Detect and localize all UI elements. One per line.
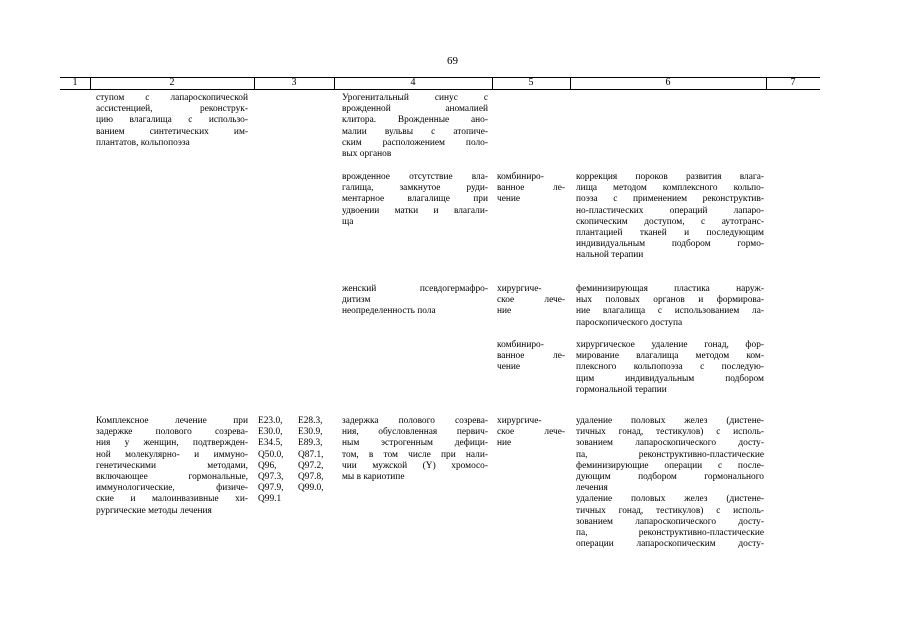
block1-method-c <box>576 340 764 396</box>
text-line: комбиниро- <box>497 340 544 350</box>
text-line: но-пластических операций лапаро- <box>576 205 764 216</box>
text-line: феминизирующие операции с после- <box>576 460 764 471</box>
header-cell-2: 2 <box>169 77 175 88</box>
text-line: зованием лапароскопического досту- <box>576 516 764 527</box>
text-line: Урогенитальный синус с <box>342 93 488 103</box>
text-line: щим индивидуальным подбором <box>576 373 764 384</box>
text-line: ния, обусловленная первич- <box>342 427 488 438</box>
text-line: хирургиче- <box>497 416 542 426</box>
text-line: Комплексное лечение при <box>96 416 248 426</box>
text-line: пароскопического доступа <box>576 317 683 328</box>
text-line: лечения <box>576 483 608 494</box>
icd-code: Q97.3, <box>258 472 284 483</box>
text-line: женский псевдогермафро- <box>342 284 488 294</box>
header-cell-6: 6 <box>665 77 671 88</box>
text-line: врожденное отсутствие вла- <box>342 172 488 182</box>
text-line: па, реконструктивно-пластические <box>576 528 764 539</box>
text-line: удвоении матки и влагали- <box>342 205 488 216</box>
text-line: дитизм <box>342 295 371 306</box>
text-line: плантацией тканей и последующим <box>576 228 764 239</box>
text-line: вых органов <box>342 149 392 160</box>
text-line: тичных гонад, тестикулов) с исполь- <box>576 427 764 438</box>
icd-code: Q96, <box>258 460 277 471</box>
block1-treatment-type-c <box>497 340 565 374</box>
icd-code: E89.3, <box>298 438 323 449</box>
text-line: ское лече- <box>497 295 565 306</box>
text-line: врожденной аномалией <box>342 104 488 115</box>
text-line: малии вульвы с атопиче- <box>342 126 488 137</box>
icd-code: Q99.1 <box>258 494 282 505</box>
icd-code: E28.3, <box>298 416 323 426</box>
icd-code: E30.0, <box>258 427 283 438</box>
text-line: зованием лапароскопического досту- <box>576 438 764 449</box>
header-cell-3: 3 <box>291 77 297 88</box>
text-line: чение <box>497 362 521 373</box>
text-line: коррекция пороков развития влага- <box>576 172 764 182</box>
header-cell-5: 5 <box>528 77 534 88</box>
text-line: задержка полового созрева- <box>342 416 488 426</box>
text-line: ванное ле- <box>497 183 565 194</box>
text-line: мирование влагалища методом ком- <box>576 351 764 362</box>
text-line: ское лече- <box>497 427 565 438</box>
text-line: ским расположением поло- <box>342 137 488 148</box>
text-line: ванием синтетических им- <box>96 126 248 137</box>
icd-code: Q99.0, <box>298 483 324 494</box>
text-line: чение <box>497 194 521 205</box>
block1-diagnosis-c <box>342 284 488 318</box>
text-line: феминизирующая пластика наруж- <box>576 284 764 294</box>
text-line: хирургиче- <box>497 284 542 294</box>
text-line: ступом с лапароскопической <box>96 93 248 103</box>
block1-method-b <box>576 284 764 329</box>
block2-diagnosis <box>342 416 488 483</box>
text-line: гормональной терапии <box>576 384 667 395</box>
text-line: ным эстрогенным дефици- <box>342 438 488 449</box>
text-line: ские и малоинвазивные хи- <box>96 494 248 505</box>
icd-code: Q50.0, <box>258 449 284 460</box>
text-line: па, реконструктивно-пластические <box>576 449 764 460</box>
text-line: нальной терапии <box>576 250 644 261</box>
block1-method-a <box>576 172 764 262</box>
block2-icd-codes-left <box>258 416 294 506</box>
text-line: цию влагалища с использо- <box>96 115 248 126</box>
text-line: плантатов, кольпопоэза <box>96 137 190 148</box>
text-line: рургические методы лечения <box>96 505 212 516</box>
text-line: том, в том числе при нали- <box>342 449 488 460</box>
icd-code: E23.0, <box>258 416 283 426</box>
text-line: ассистенцией, реконструк- <box>96 104 248 115</box>
text-line: включающее гормональные, <box>96 472 248 483</box>
text-line: лища методом комплексного кольпо- <box>576 183 764 194</box>
text-line: задержке полового созрева- <box>96 427 248 438</box>
text-line: ние <box>497 306 512 317</box>
text-line: ние <box>497 438 512 449</box>
text-line: операции лапароскопическим досту- <box>576 539 764 550</box>
icd-code: Q97.9, <box>258 483 284 494</box>
icd-code: Q97.8, <box>298 472 324 483</box>
text-line: чии мужской (Y) хромосо- <box>342 460 488 471</box>
icd-code: E34.5, <box>258 438 283 449</box>
text-line: неопределенность пола <box>342 306 436 317</box>
text-line: иммунологические, физиче- <box>96 483 248 494</box>
text-line: ния у женщин, подтвержден- <box>96 438 248 449</box>
text-line: ща <box>342 216 354 227</box>
text-line: плексного кольпопоэза с последую- <box>576 362 764 373</box>
block2-treatment-type <box>497 416 565 450</box>
text-line: ние влагалища с использованием ла- <box>576 306 764 317</box>
block2-method <box>576 416 764 550</box>
text-line: скопическим доступом, с аутотранс- <box>576 216 764 227</box>
text-line: хирургическое удаление гонад, фор- <box>576 340 764 350</box>
icd-code: Q87.1, <box>298 449 324 460</box>
text-line: ментарное влагалище при <box>342 194 488 205</box>
text-line: галища, замкнутое руди- <box>342 183 488 194</box>
block1-treatment-type-a <box>497 172 565 206</box>
header-cell-4: 4 <box>410 77 416 88</box>
text-line: ванное ле- <box>497 351 565 362</box>
page-number: 69 <box>447 55 458 67</box>
icd-code: E30.9, <box>298 427 323 438</box>
text-line: индивидуальным подбором гормо- <box>576 239 764 250</box>
icd-code: Q97.2, <box>298 460 324 471</box>
table-header-border <box>60 89 820 90</box>
block1-treatment-type-b <box>497 284 565 318</box>
block1-diagnosis-a <box>342 93 488 160</box>
header-cell-1: 1 <box>72 77 78 88</box>
text-line: комбиниро- <box>497 172 544 182</box>
text-line: генетическими методами, <box>96 460 248 471</box>
text-line: удаление половых желез (дистене- <box>576 494 764 505</box>
text-line: поэза с применением реконструктив- <box>576 194 764 205</box>
header-cell-7: 7 <box>790 77 796 88</box>
text-line: удаление половых желез (дистене- <box>576 416 764 426</box>
text-line: ной молекулярно- и иммуно- <box>96 449 248 460</box>
block2-method-name <box>96 416 248 517</box>
text-line: мы в кариотипе <box>342 472 405 483</box>
text-line: тичных гонад, тестикулов) с исполь- <box>576 505 764 516</box>
block2-icd-codes-right <box>298 416 332 494</box>
text-line: дующим подбором гормонального <box>576 472 764 483</box>
text-line: клитора. Врожденные ано- <box>342 115 488 126</box>
text-line: ных половых органов и формирова- <box>576 295 764 306</box>
block1-method-name <box>96 93 248 149</box>
block1-diagnosis-b <box>342 172 488 228</box>
